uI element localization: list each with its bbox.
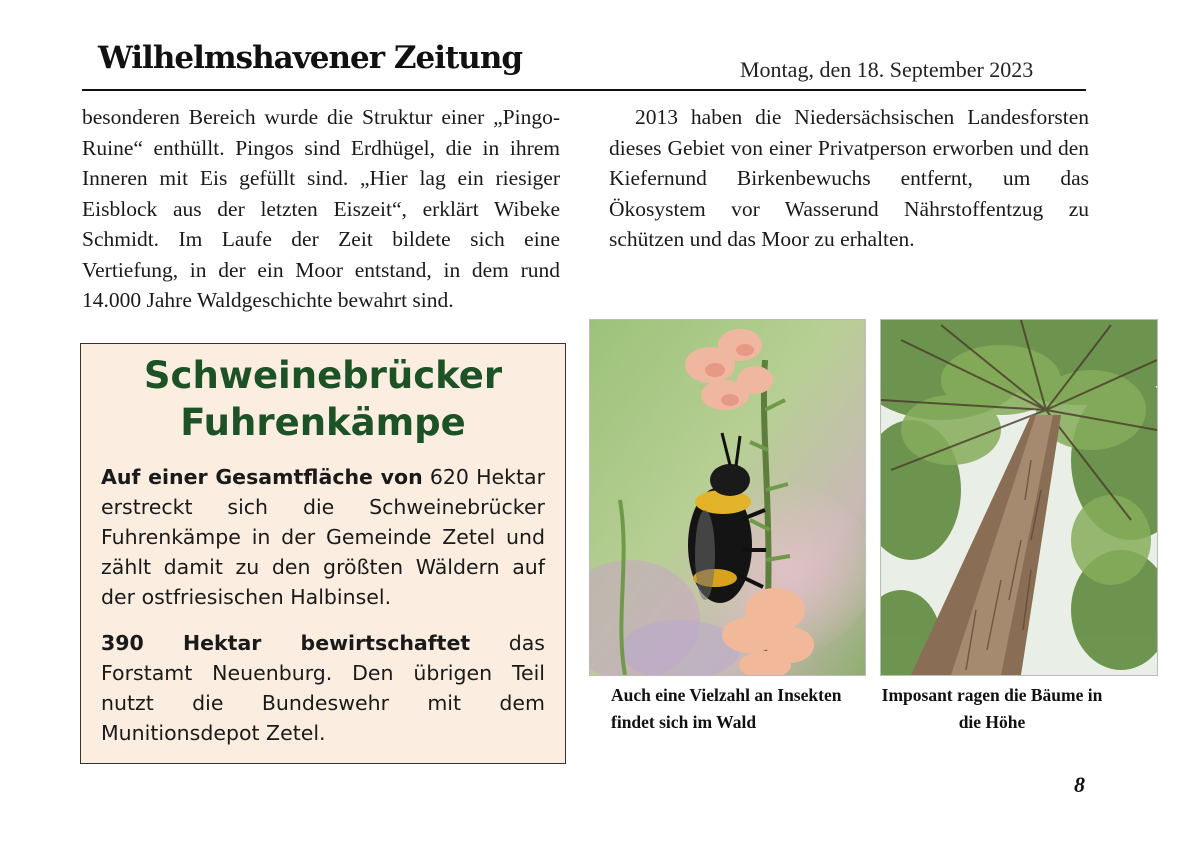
info-box-text [101, 462, 545, 764]
article-paragraph: besonderen Bereich wurde die Struktur einer „Pingo-Ruine“ enthüllt. Pingos sind Erdhügel, die in ihrem Inneren mit Eis gefüllt sind. „Hier lag ein riesiger Eisblock aus der letzten Eiszeit“, erklärt Wibeke Schmidt. Im Laufe der Zeit bildete sich eine Vertiefung, in der ein Moor entstand, in dem rund 14.000 Jahre Waldgeschichte bewahrt sind. [82, 105, 560, 312]
issue-date: Montag, den 18. September 2023 [740, 57, 1034, 82]
page-number: 8 [1074, 772, 1085, 797]
tree-photo-caption: Imposant ragen die Bäume in die Höhe [881, 685, 1103, 732]
tree-photo [880, 319, 1158, 676]
newspaper-masthead: Wilhelmshavener Zeitung [98, 40, 523, 76]
bumblebee-illustration [590, 320, 865, 675]
info-box-body: 620 Hektar erstreckt sich die Schweinebrücker Fuhrenkämpe in der Gemeinde Zetel und zählt damit zu den größten Wäldern auf der ostfriesischen Halbinsel. [101, 465, 545, 609]
article-paragraph: 2013 haben die Niedersächsischen Landesforsten dieses Gebiet von einer Privatperson erworben und den Kiefernund Birkenbewuchs entfernt, um das Ökosystem vor Wasserund Nährstoffentzug zu schützen und das Moor zu erhalten. [609, 105, 1089, 251]
bumblebee-photo [589, 319, 866, 676]
info-box [80, 343, 566, 764]
info-box-paragraph-1 [101, 462, 545, 612]
article-column-left [82, 102, 560, 316]
bumblebee-photo-caption: Auch eine Vielzahl an Insekten findet sich im Wald [611, 685, 842, 732]
info-box-title-line2: Fuhrenkämpe [180, 401, 466, 444]
info-box-bold-lead: Auf einer Gesamtfläche von [101, 465, 423, 489]
header-rule [82, 89, 1086, 91]
info-box-bold-lead: 390 Hektar bewirtschaftet [101, 631, 471, 655]
info-box-title-line1: Schweinebrücker [143, 354, 503, 397]
info-box-title [81, 352, 565, 446]
info-box-paragraph-2 [101, 628, 545, 748]
article-column-right [609, 102, 1089, 255]
tree-illustration [881, 320, 1157, 675]
info-box-body: das Forstamt Neuenburg. Den übrigen Teil nutzt die Bundeswehr mit dem Munitionsdepot Zetel. [101, 631, 545, 745]
